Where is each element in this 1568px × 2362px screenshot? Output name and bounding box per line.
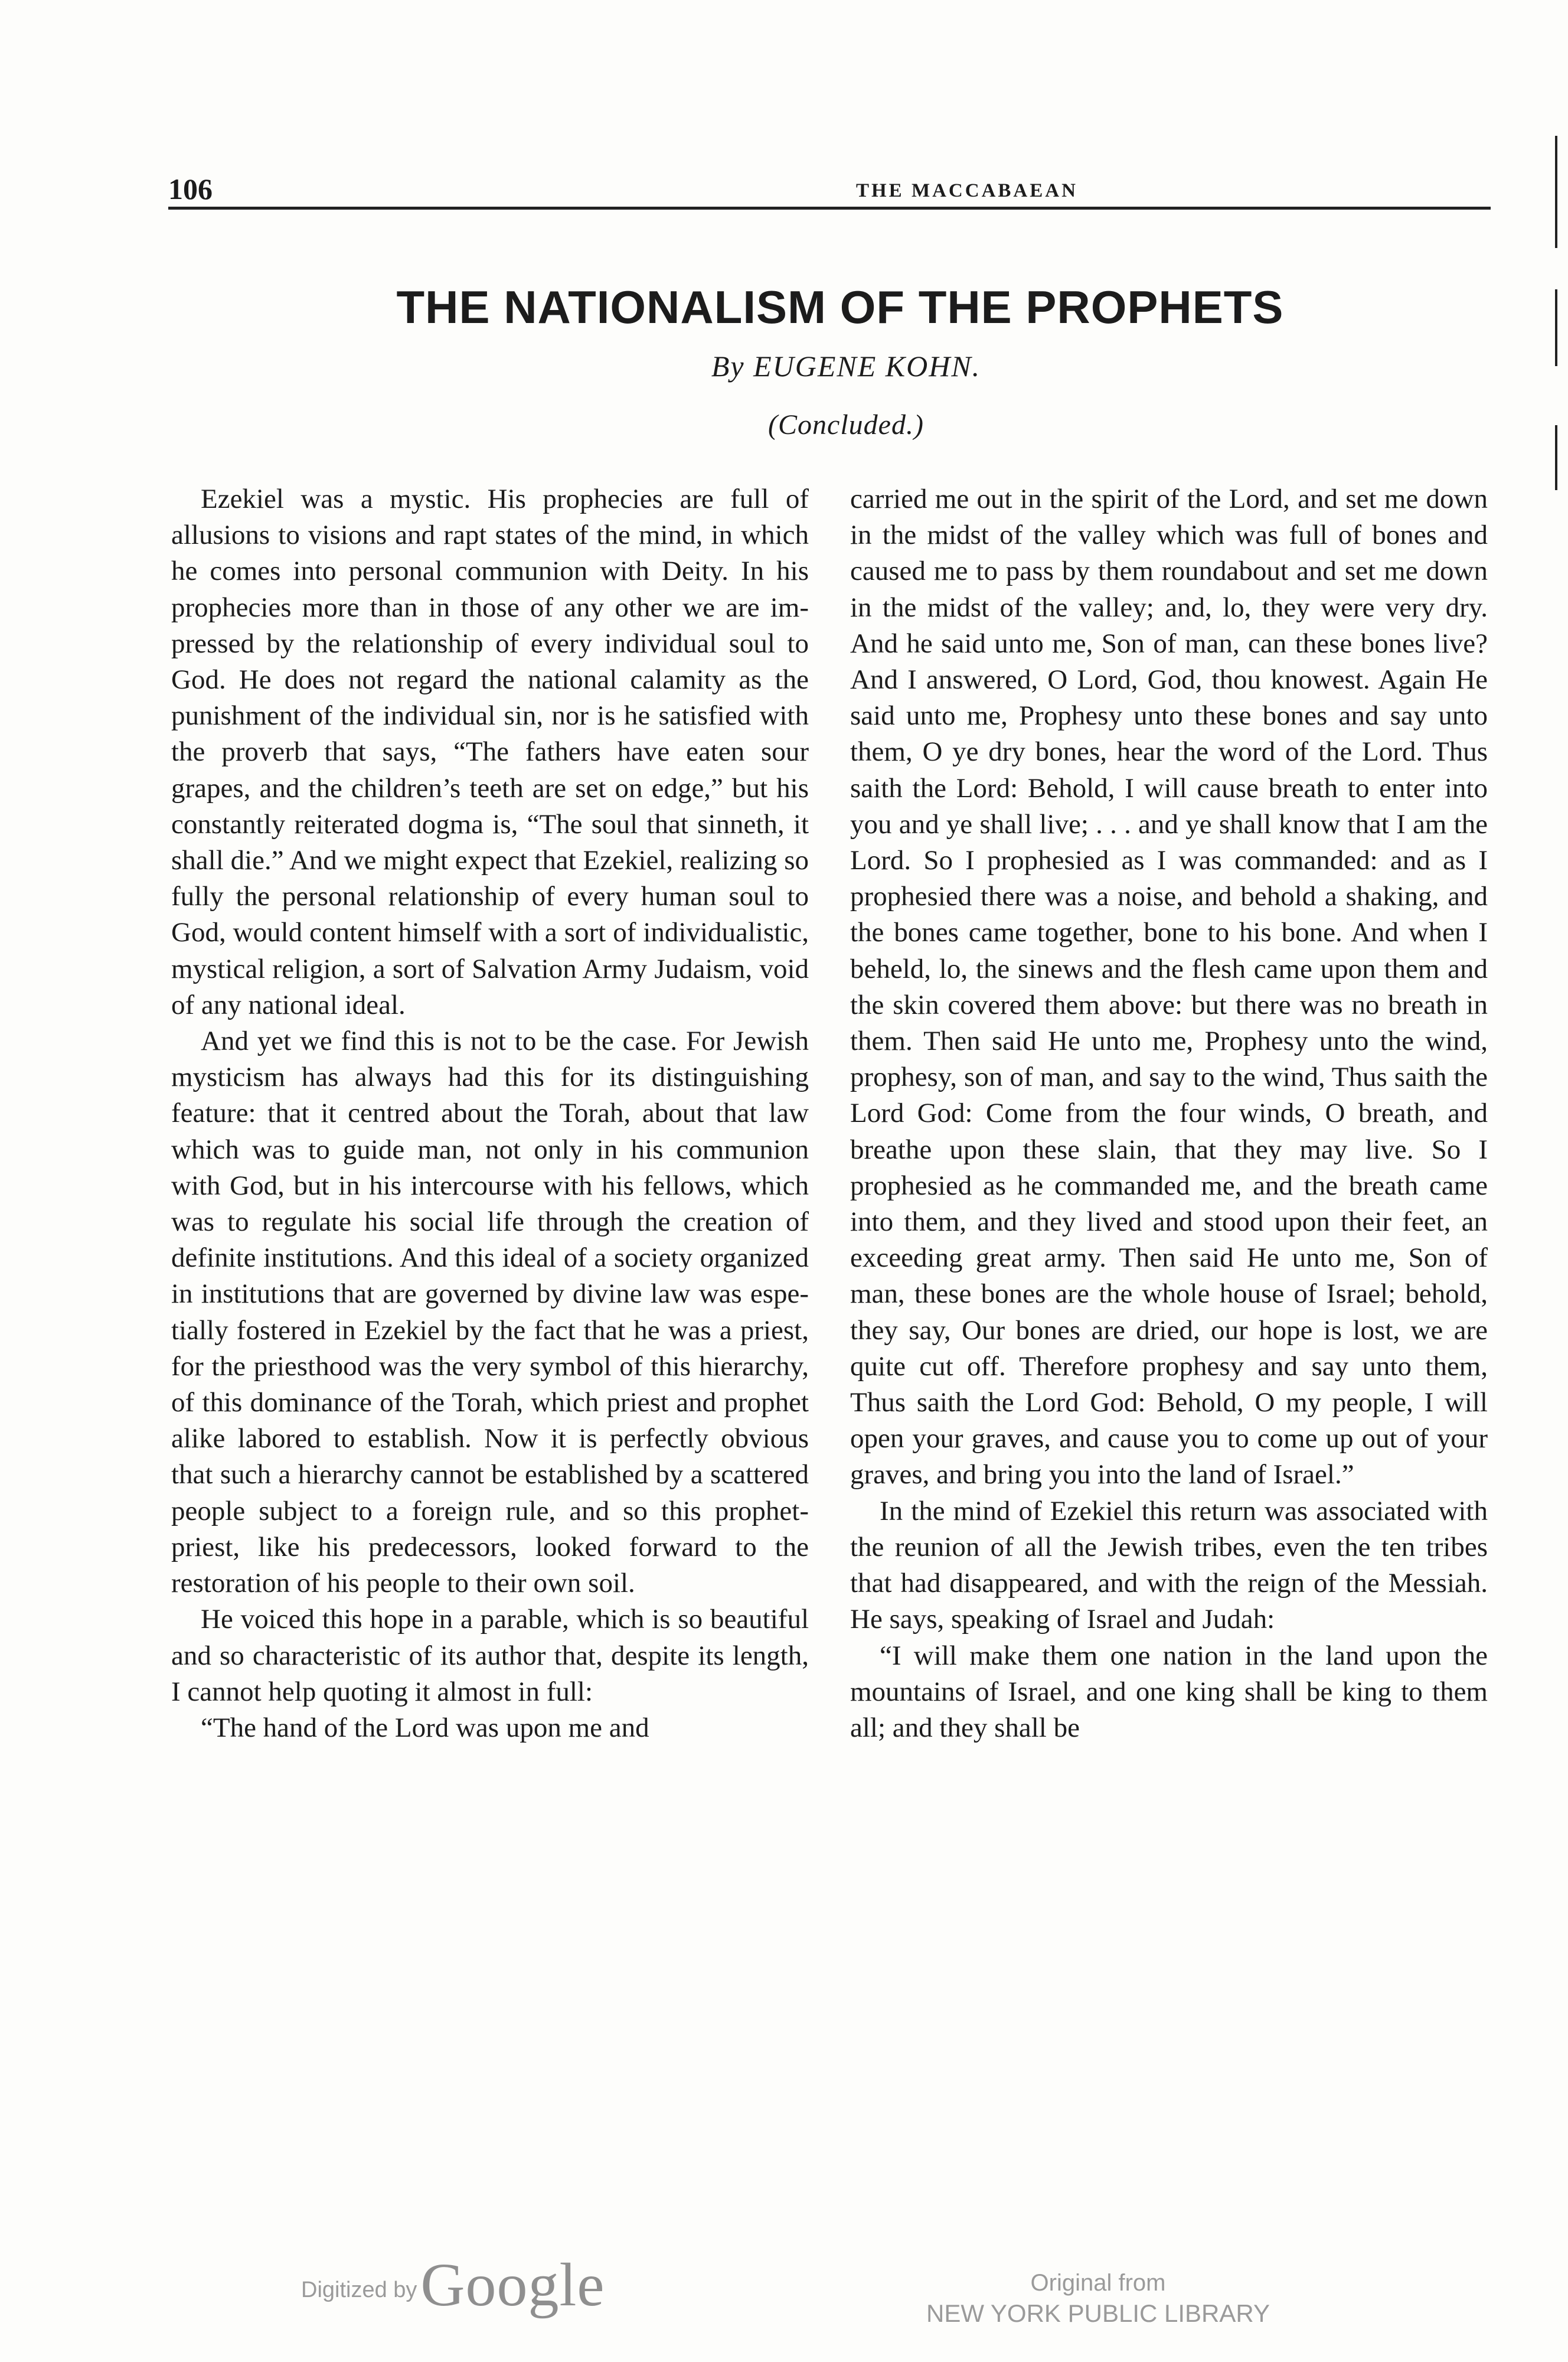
scan-edge-mark — [1555, 425, 1557, 490]
paragraph: “The hand of the Lord was upon me and — [201, 1712, 649, 1743]
paragraph: In the mind of Ezekiel this return was associated with the reunion of all the Jewish tribes, even the ten tribes that had disappeared, and with the reign of the Messiah. He says, speaking of Israel and Judah: — [850, 1495, 1488, 1635]
original-source-notice — [909, 2268, 1287, 2329]
scan-edge-mark — [1555, 289, 1557, 366]
article-title: THE NATIONALISM OF THE PROPHETS — [396, 281, 1284, 333]
page-number: 106 — [168, 172, 213, 205]
paragraph: He voiced this hope in a parable, which is so beautiful and so characteristic of its author that, despite its length, I cannot help quoting it almost in full: — [171, 1604, 809, 1707]
google-logo: Google — [420, 2251, 605, 2319]
digitized-by-notice — [301, 2251, 605, 2319]
original-from-text: Original from — [1030, 2270, 1166, 2296]
paragraph: And yet we find this is not to be the case. For Jewish mysticism has always had this for its distinguishing feature: that it centred about the Torah, about that law which was to guide man, not only in his communion with God, but in his intercourse with his fellows, which was to regulate his social life through the creation of definite institutions. And this ideal of a society organized in institutions that are governed by divine law was espetially fostered in Ezekiel by the fact that he was a priest, for the priesthood was the very symbol of this hierarchy, of this dominance of the Torah, which priest and prophet alike labored to establish. Now it is perfectly obvious that such a hierarchy cannot be established by a scattered people subject to a foreign rule, and so this prophet-priest, like his predecessors, looked forward to the restoration of his people to their own soil. — [171, 1026, 809, 1599]
right-column — [850, 481, 1488, 1746]
paragraph: carried me out in the spirit of the Lord, and set me down in the midst of the valley which was full of bones and caused me to pass by them roundabout and set me down in the midst of the valley; and, lo, they were very dry. And he said unto me, Son of man, can these bones live? And I answered, O Lord, God, thou knowest. Again He said unto me, Prophesy unto these bones and say unto them, O ye dry bones, hear the word of the Lord. Thus saith the Lord: Behold, I will cause breath to enter into you and ye shall live; . . . and ye shall know that I am the Lord. So I prophesied as I was commanded: and as I prophesied there was a noise, and behold a shaking, and the bones came together, bone to his bone. And when I beheld, lo, the sinews and the flesh came upon them and the skin covered them above: but there was no breath in them. Then said He unto me, Prophesy unto the wind, prophesy, son of man, and say to the wind, Thus saith the Lord God: Come from the four winds, O breath, and breathe upon these slain, that they may live. So I prophesied as he commanded me, and the breath came into them, and they lived and stood upon their feet, an exceeding great army. Then said He unto me, Son of man, these bones are the whole house of Israel; behold, they say, Our bones are dried, our hope is lost, we are quite cut off. Therefore prophesy and say unto them, Thus saith the Lord God: Behold, O my people, I will open your graves, and cause you to come up out of your graves, and bring you into the land of Israel.” — [850, 484, 1488, 1490]
paragraph: “I will make them one nation in the land upon the mountains of Israel, and one king shall be king to them all; and they shall be — [850, 1640, 1488, 1743]
library-name: NEW YORK PUBLIC LIBRARY — [926, 2299, 1270, 2327]
article-status: (Concluded.) — [768, 409, 924, 441]
article-byline: By EUGENE KOHN. — [711, 350, 981, 383]
running-head: THE MACCABAEAN — [856, 180, 1078, 201]
left-column — [171, 481, 809, 1746]
digitized-by-text: Digitized by — [301, 2278, 417, 2302]
page-header — [168, 171, 1491, 210]
paragraph: Ezekiel was a mystic. His prophecies are full of allusions to visions and rapt states of the mind, in which he comes into personal communion with Deity. In his prophecies more than in those of any other we are impressed by the relationship of every individual soul to God. He does not regard the national calamity as the punishment of the individual sin, nor is he satisfied with the proverb that says, “The fathers have eaten sour grapes, and the children’s teeth are set on edge,” but his constantly reiterated dogma is, “The soul that sinneth, it shall die.” And we might expect that Ezekiel, realizing so fully the personal relationship of every human soul to God, would content himself with a sort of individualistic, mystical religion, a sort of Salvation Army Judaism, void of any national ideal. — [171, 484, 809, 1020]
scan-edge-mark — [1555, 136, 1557, 248]
